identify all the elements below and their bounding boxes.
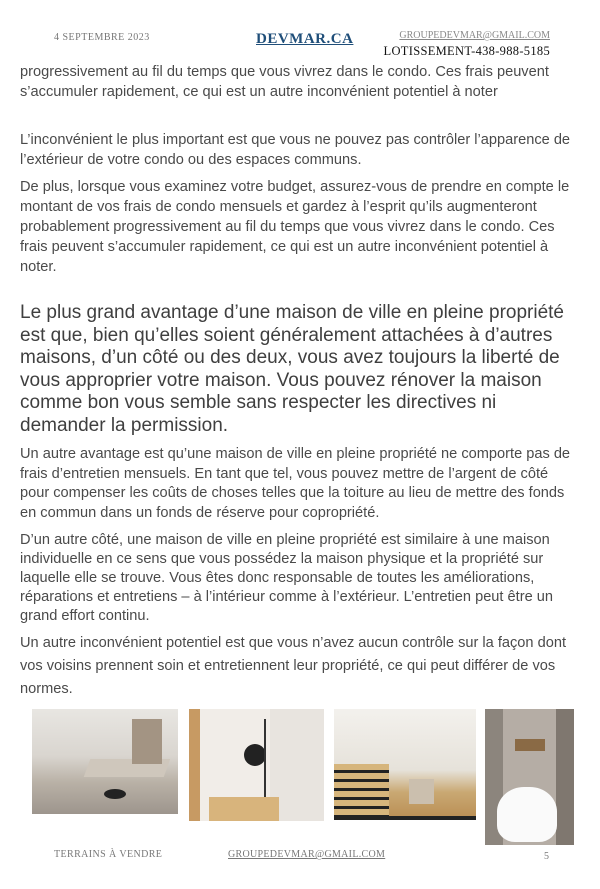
dining-photo [189, 709, 324, 821]
header-phone: LOTISSEMENT-438-988-5185 [383, 44, 550, 58]
bathroom-photo [485, 709, 574, 845]
paragraph: D’un autre côté, une maison de ville en pleine propriété est similaire à une maison individuelle en ce sens que vous possédez la maison physique et la propriété sur laquelle elle se trouve. Vous êtes donc responsable de toutes les améliorations, réparations et entretiens – à l’intérieur comme à l’extérieur. L’entretien peut être un grand effort continu. [20, 532, 553, 624]
photo-row [0, 709, 600, 849]
header-date: 4 SEPTEMBRE 2023 [54, 32, 150, 43]
paragraph-highlight: Le plus grand avantage d’une maison de ville en pleine propriété est que, bien qu’elles soient généralement attachées à d’autres maisons, d’un côté ou des deux, vous avez toujours la liberté de vous approprier votre maison. Vous pouvez rénover la maison comme bon vous semble sans respecter les directives ni demander la permission. [20, 302, 564, 436]
paragraph: Un autre avantage est qu’une maison de ville en pleine propriété ne comporte pas de frais d’entretien mensuels. En tant que tel, vous pouvez mettre de l’argent de côté pour compenser les coûts de choses telles que la toiture au lieu de mettre des fonds en commun dans un fonds de réserve pour copropriété. [20, 446, 571, 521]
paragraph: De plus, lorsque vous examinez votre budget, assurez-vous de prendre en compte le montant de vos frais de condo mensuels et gardez à l’esprit qu’ils augmenteront probablement progressivement au fil du temps que vous vivrez dans le condo. Ces frais peuvent s’accumuler rapidement, ce qui est un autre inconvénient potentiel à noter. [20, 179, 570, 275]
page-header [0, 0, 600, 62]
page-body [0, 62, 600, 701]
page-footer [0, 849, 600, 889]
kitchen-photo [32, 709, 178, 814]
paragraph: Un autre inconvénient potentiel est que vous n’avez aucun contrôle sur la façon dont vos voisins prennent soin et entretiennent leur propriété, ce qui peut différer de vos normes. [20, 635, 566, 697]
header-site-link[interactable]: DEVMAR.CA [256, 31, 354, 47]
footer-label: TERRAINS À VENDRE [54, 849, 163, 860]
header-email-link[interactable]: GROUPEDEVMAR@GMAIL.COM [399, 30, 550, 41]
paragraph: L’inconvénient le plus important est que vous ne pouvez pas contrôler l’apparence de l’extérieur de votre condo ou des espaces communs. [20, 132, 571, 168]
staircase-photo [334, 709, 476, 820]
footer-email-link[interactable]: GROUPEDEVMAR@GMAIL.COM [228, 849, 386, 860]
page-number: 5 [544, 851, 549, 862]
paragraph-continuation: progressivement au fil du temps que vous vivrez dans le condo. Ces frais peuvent s’accumuler rapidement, ce qui est un autre inconvénient potentiel à noter [20, 64, 549, 100]
